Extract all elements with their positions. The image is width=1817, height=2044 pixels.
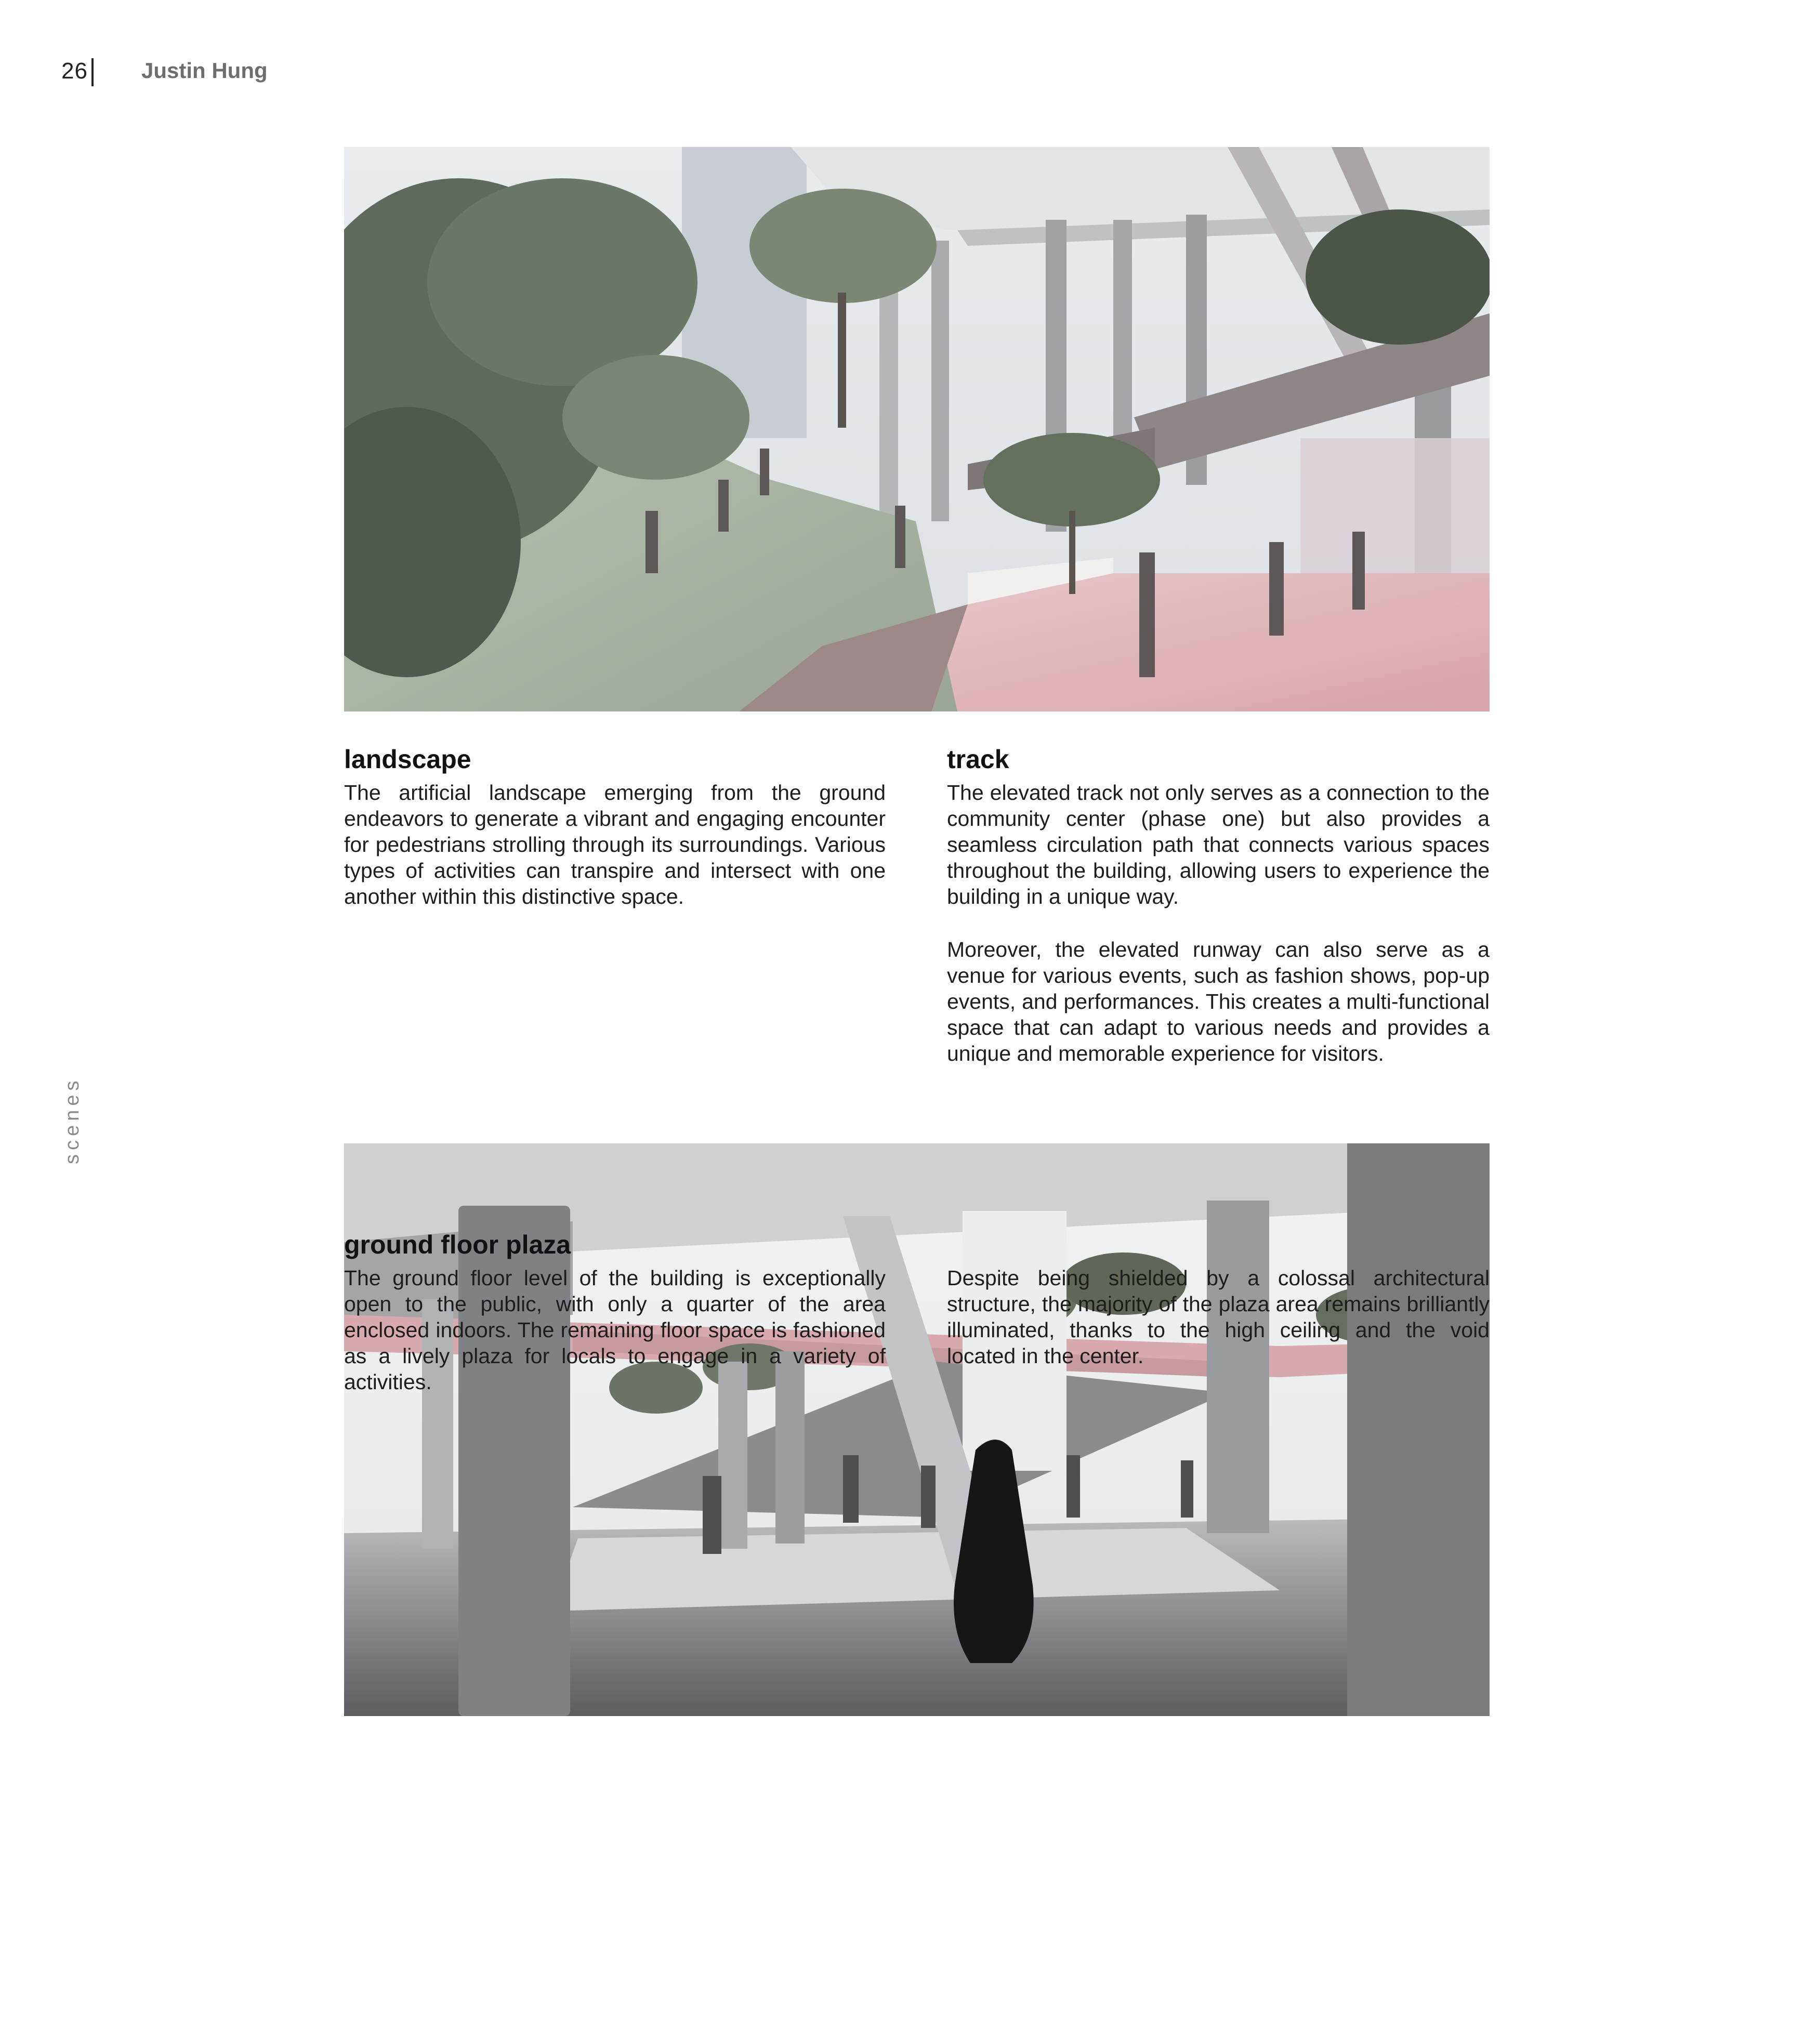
page-number-divider — [91, 58, 94, 86]
track-description-2: Moreover, the elevated runway can also serve as a venue for various events, such as fashion shows, pop-up events, and performances. This creates a multi-functional space that can adapt to various needs and provides a unique and memorable experience for visitors. — [947, 938, 1490, 1065]
track-heading: track — [947, 745, 1009, 774]
landscape-description: The artificial landscape emerging from the ground endeavors to generate a vibrant and engaging encounter for pedestrians strolling through its surroundings. Various types of activities can transpire and intersect with one another within this distinctive space. — [344, 781, 886, 908]
plaza-description-2: Despite being shielded by a colossal architectural structure, the majority of the plaza area remains brilliantly illuminated, thanks to the high ceiling and the void located in the center. — [947, 1266, 1490, 1368]
plaza-heading: ground floor plaza — [344, 1230, 571, 1259]
landscape-track-illustration — [344, 147, 1490, 711]
track-description-1: The elevated track not only serves as a connection to the community center (phase one) but also provides a seamless circulation path that connects various spaces throughout the building, allowing users to experience the building in a unique way. — [947, 781, 1490, 908]
page-number: 26 — [61, 58, 88, 84]
landscape-track-rendering — [344, 147, 1490, 711]
author-name: Justin Hung — [141, 58, 268, 83]
landscape-heading: landscape — [344, 745, 471, 774]
plaza-description-1: The ground floor level of the building is exceptionally open to the public, with only a quarter of the area enclosed indoors. The remaining floor space is fashioned as a lively plaza for locals to engage in a variety of activities. — [344, 1266, 886, 1394]
side-section-label: scenes — [61, 1076, 83, 1164]
